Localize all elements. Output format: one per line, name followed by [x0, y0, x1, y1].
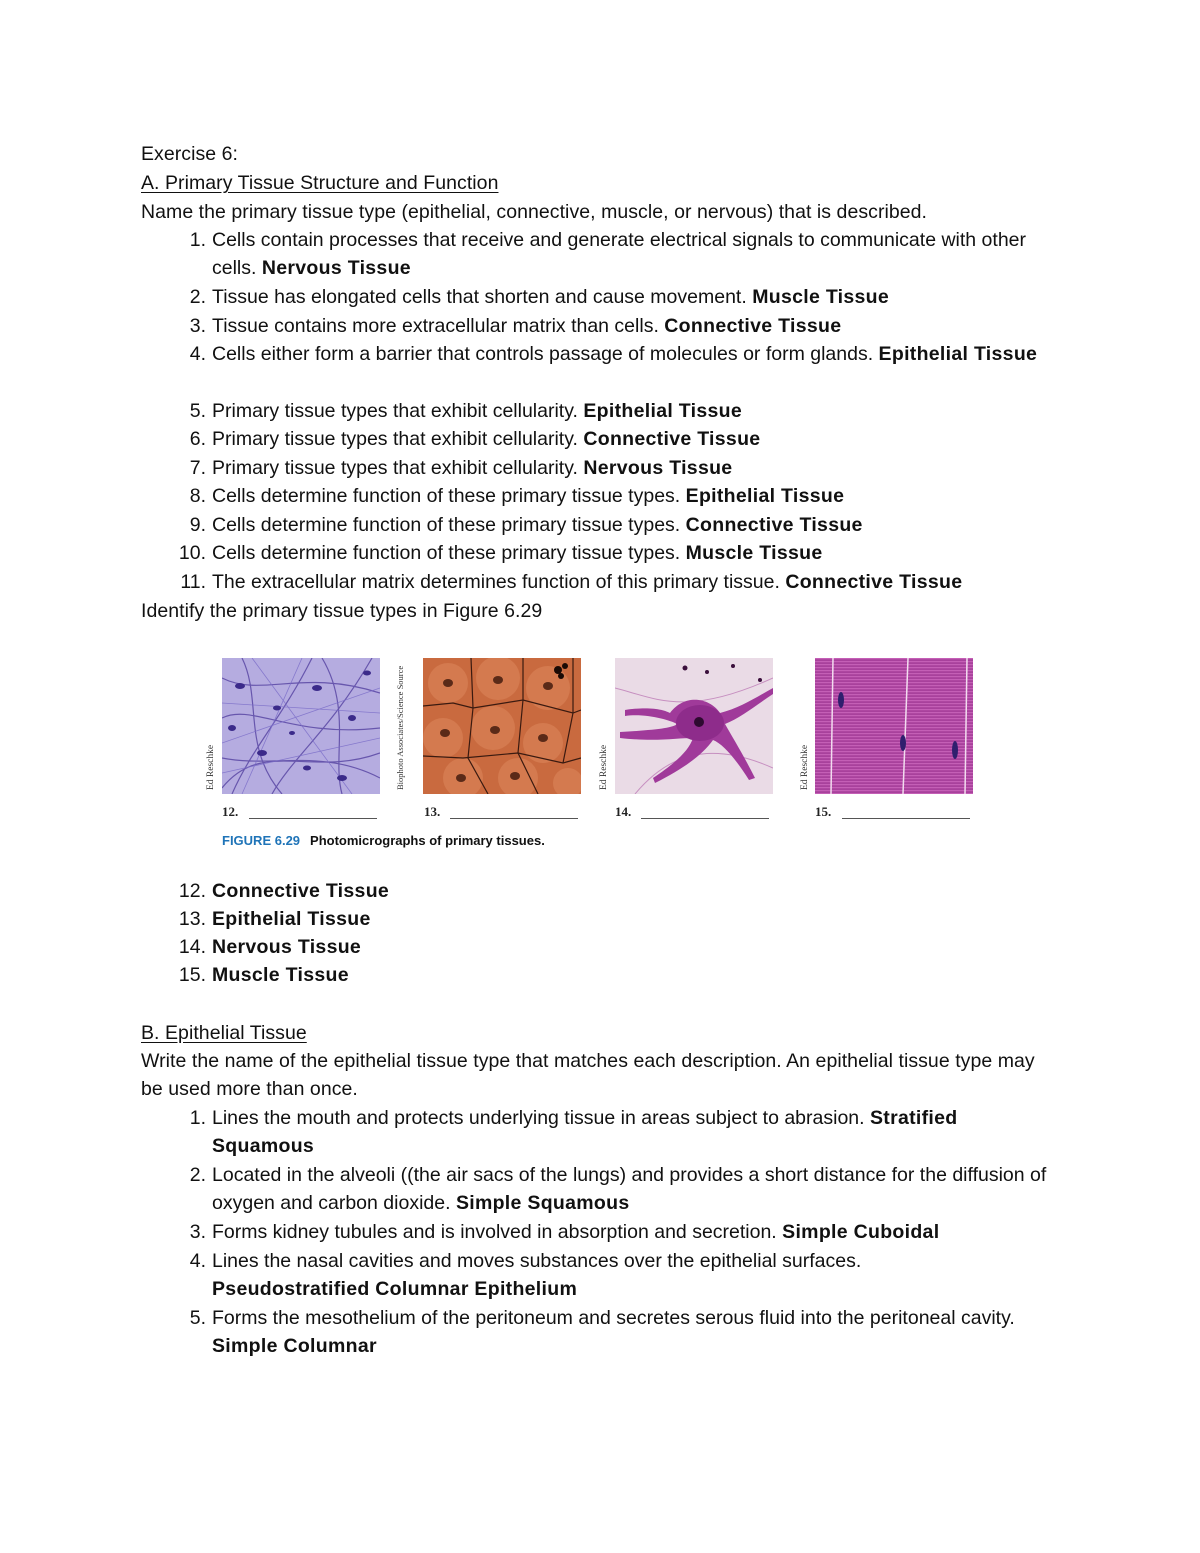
figure-6-29 — [196, 650, 986, 855]
answer-text: Pseudostratified Columnar Epithelium — [212, 1278, 578, 1301]
question-text: Tissue has elongated cells that shorten and cause movement. — [212, 286, 747, 308]
question-text: Cells determine function of these primary tissue types. — [212, 485, 681, 507]
connective-tissue-image — [222, 658, 380, 794]
item-text — [212, 340, 1062, 368]
answer-text: Muscle Tissue — [685, 542, 823, 564]
answer-blank — [842, 818, 970, 819]
item-number: 13. — [178, 908, 206, 930]
answer-text: Nervous Tissue — [261, 257, 411, 280]
question-text: Cells determine function of these primary tissue types. — [212, 542, 681, 564]
section-b-instruction: Write the name of the epithelial tissue type that matches each description. An epithelial tissue type may be used more than once. — [141, 1050, 1035, 1101]
answer-text: Nervous Tissue — [583, 457, 733, 479]
question-text: Primary tissue types that exhibit cellularity. — [212, 457, 578, 479]
figure-prompt: Identify the primary tissue types in Figure 6.29 — [141, 600, 543, 622]
answer-text: Epithelial Tissue — [212, 908, 371, 930]
item-text — [212, 1247, 972, 1304]
item-number: 9. — [189, 514, 206, 536]
item-number: 3. — [189, 1221, 206, 1243]
question-text: The extracellular matrix determines function of this primary tissue. — [212, 571, 780, 593]
section-b-heading: B. Epithelial Tissue — [141, 1022, 307, 1044]
item-text — [212, 1161, 1052, 1218]
item-number: 7. — [189, 457, 206, 479]
item-number: 8. — [189, 485, 206, 507]
answer-blank — [249, 818, 377, 819]
item-text — [212, 397, 1072, 425]
answer-text: Epithelial Tissue — [878, 343, 1038, 365]
item-number: 2. — [189, 1164, 206, 1186]
item-text — [212, 1104, 1052, 1161]
item-number: 10. — [178, 542, 206, 564]
item-number: 11. — [180, 571, 206, 593]
item-number: 4. — [189, 1250, 206, 1272]
item-number: 5. — [189, 1307, 206, 1329]
answer-text: Epithelial Tissue — [583, 400, 742, 422]
photo-credit: Ed Reschke — [800, 744, 810, 790]
item-text — [212, 511, 1072, 539]
answer-text: Connective Tissue — [785, 571, 963, 593]
epithelial-tissue-image — [423, 658, 581, 794]
item-text — [212, 425, 1072, 453]
photomicrograph-nervous — [615, 658, 773, 794]
item-number: 4. — [189, 343, 206, 365]
photomicrograph-epithelial — [423, 658, 581, 794]
photo-credit: Ed Reschke — [599, 744, 609, 790]
photomicrograph-muscle — [815, 658, 973, 794]
item-number: 2. — [189, 286, 206, 308]
figure-caption-text: Photomicrographs of primary tissues. — [310, 833, 545, 848]
answer-text: Muscle Tissue — [212, 964, 349, 986]
question-text: Cells either form a barrier that controls passage of molecules or form glands. — [212, 343, 874, 365]
answer-text: Connective Tissue — [583, 428, 761, 450]
photomicrograph-connective — [222, 658, 380, 794]
answer-text: Connective Tissue — [664, 315, 842, 337]
item-text — [212, 1304, 1062, 1361]
item-text — [212, 539, 1072, 567]
answer-text: Nervous Tissue — [212, 936, 362, 958]
item-number: 3. — [189, 315, 206, 337]
item-number: 5. — [189, 400, 206, 422]
panel-label: 12. — [222, 804, 239, 819]
panel-label: 14. — [615, 804, 632, 819]
nervous-tissue-image — [615, 658, 773, 794]
item-text — [212, 568, 1072, 596]
item-text — [212, 312, 1072, 340]
question-text: Cells determine function of these primary tissue types. — [212, 514, 681, 536]
answer-text: Epithelial Tissue — [685, 485, 845, 507]
answer-text: Simple Cuboidal — [782, 1221, 940, 1243]
answer-blank — [450, 818, 578, 819]
question-text: Lines the nasal cavities and moves substances over the epithelial surfaces. — [212, 1250, 862, 1272]
question-text: Forms kidney tubules and is involved in absorption and secretion. — [212, 1221, 777, 1243]
answer-text: Simple Squamous — [455, 1192, 630, 1215]
section-a-heading: A. Primary Tissue Structure and Function — [141, 172, 499, 194]
item-text — [212, 482, 1072, 510]
item-number: 14. — [178, 936, 206, 958]
item-number: 1. — [189, 229, 206, 251]
item-number: 1. — [189, 1107, 206, 1129]
photo-credit: Biophoto Associates/Science Source — [395, 665, 405, 790]
question-text: Located in the alveoli ((the air sacs of the lungs) and provides a short distance for the diffusion of oxygen and carbon dioxide. — [212, 1164, 1047, 1215]
answer-text: Connective Tissue — [685, 514, 863, 536]
answer-blank — [641, 818, 769, 819]
item-number: 6. — [189, 428, 206, 450]
question-text: Forms the mesothelium of the peritoneum and secretes serous fluid into the peritoneal cavity. — [212, 1307, 1015, 1329]
photo-credit: Ed Reschke — [206, 744, 216, 790]
section-a-instruction: Name the primary tissue type (epithelial, connective, muscle, or nervous) that is described. — [141, 201, 928, 223]
figure-caption — [222, 833, 545, 848]
question-text: Cells contain processes that receive and generate electrical signals to communicate with other cells. — [212, 229, 1027, 280]
panel-label: 15. — [815, 804, 832, 819]
question-text: Lines the mouth and protects underlying tissue in areas subject to abrasion. — [212, 1107, 865, 1129]
item-number: 12. — [178, 880, 206, 902]
item-text — [212, 283, 1072, 311]
answer-text: Simple Columnar — [212, 1335, 377, 1358]
answer-text: Muscle Tissue — [752, 286, 890, 308]
question-text: Tissue contains more extracellular matrix than cells. — [212, 315, 659, 337]
figure-caption-label: FIGURE 6.29 — [222, 833, 301, 848]
panel-label: 13. — [424, 804, 441, 819]
answer-text: Stratified Squamous — [212, 1107, 958, 1158]
item-text — [212, 226, 1072, 283]
item-text — [212, 1218, 1072, 1246]
question-text: Primary tissue types that exhibit cellularity. — [212, 428, 578, 450]
item-number: 15. — [178, 964, 206, 986]
muscle-tissue-image — [815, 658, 973, 794]
item-text — [212, 454, 1072, 482]
answer-text: Connective Tissue — [212, 880, 390, 902]
exercise-title: Exercise 6: — [141, 143, 239, 165]
question-text: Primary tissue types that exhibit cellularity. — [212, 400, 578, 422]
